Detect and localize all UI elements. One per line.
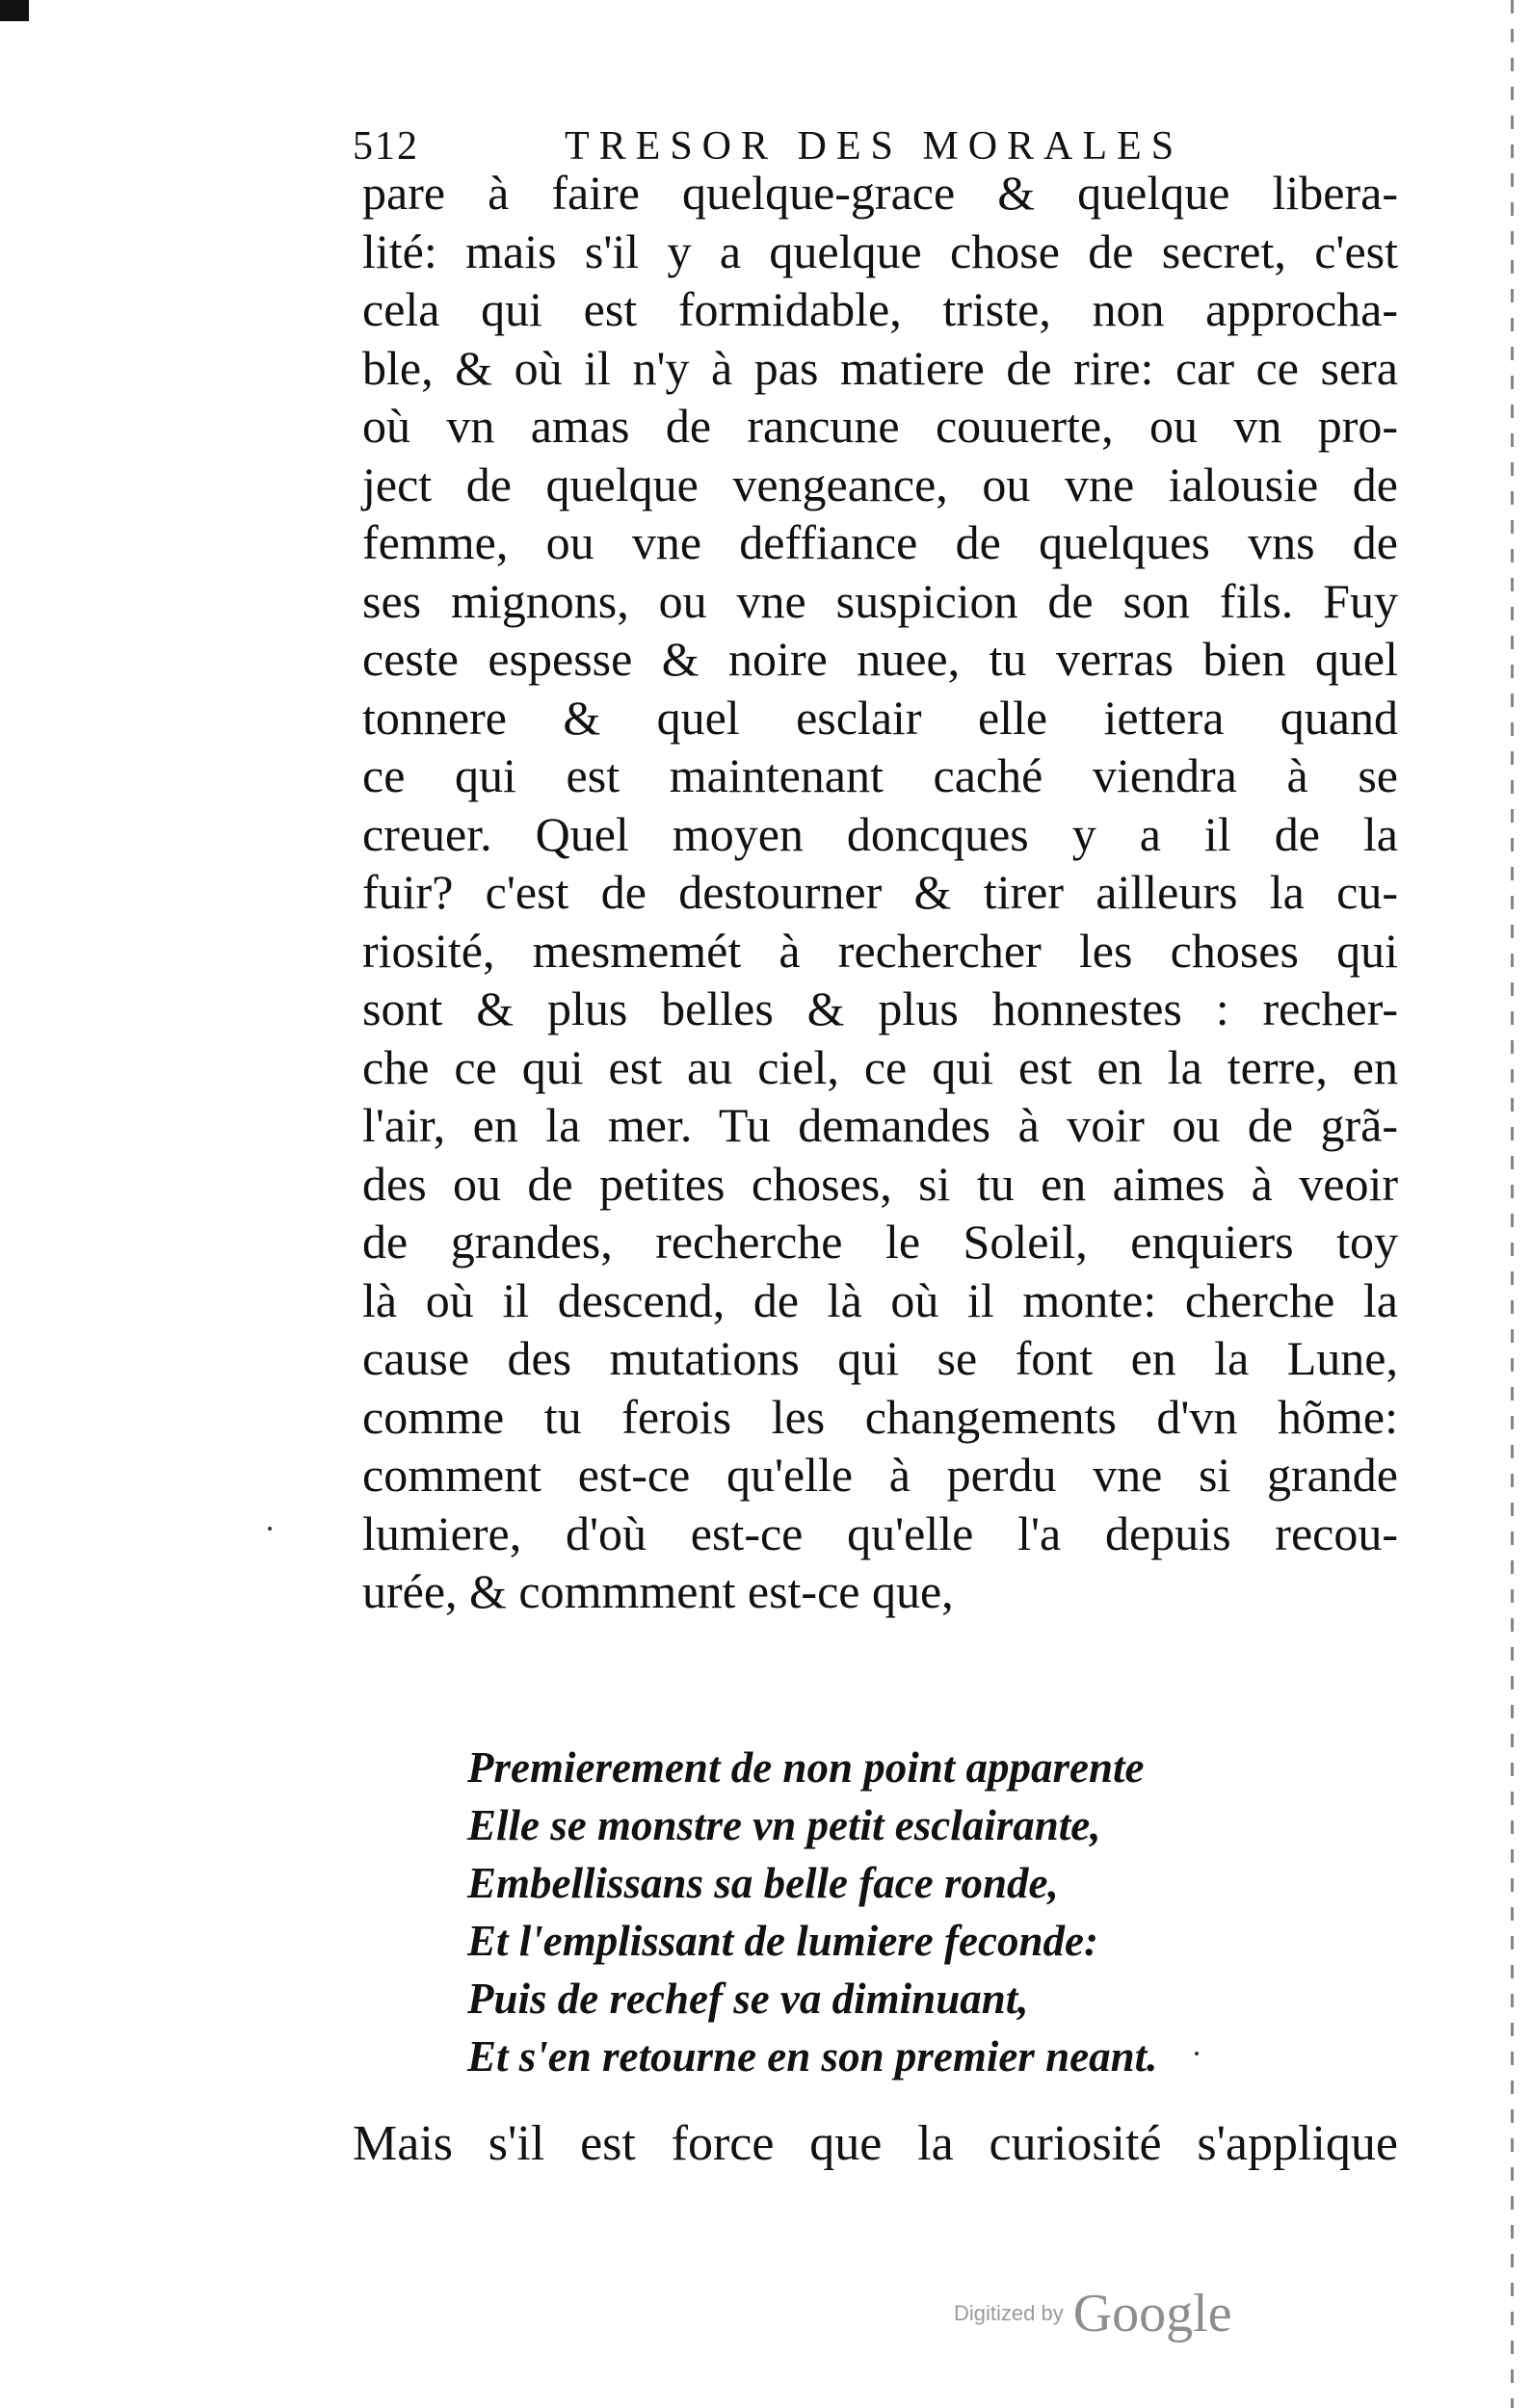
verse-line: Premierement de non point apparente xyxy=(467,1743,1145,1792)
text-line: Mais s'il est force que la curiosité s'applique xyxy=(353,2116,1398,2171)
verse-line: Puis de rechef se va diminuant, xyxy=(467,1975,1029,2023)
text-line: riosité, mesmemét à rechercher les choses qui xyxy=(362,923,1398,978)
text-line: pare à faire quelque-grace & quelque libera- xyxy=(362,166,1398,220)
digitized-label: Digitized by xyxy=(954,2301,1064,2325)
text-line: tonnere & quel esclair elle iettera quand xyxy=(362,690,1398,745)
ink-speck xyxy=(268,1527,272,1531)
text-line: des ou de petites choses, si tu en aimes à veoir xyxy=(362,1156,1398,1211)
text-line: cause des mutations qui se font en la Lune, xyxy=(362,1331,1398,1385)
text-line: là où il descend, de là où il monte: cherche la xyxy=(362,1272,1398,1327)
verse-line: Embellissans sa belle face ronde, xyxy=(467,1859,1059,1907)
text-line: ce qui est maintenant caché viendra à se xyxy=(362,748,1398,802)
text-line: fuir? c'est de destourner & tirer ailleurs la cu- xyxy=(362,865,1398,919)
text-line: où vn amas de rancune couuerte, ou vn pro- xyxy=(362,399,1398,453)
text-line: l'air, en la mer. Tu demandes à voir ou de grã- xyxy=(362,1098,1398,1152)
verse-block xyxy=(467,1739,1334,2085)
text-line: urée, & commment est-ce que, xyxy=(362,1564,954,1618)
verse-line: Elle se monstre vn petit esclairante, xyxy=(467,1801,1101,1849)
text-line: de grandes, recherche le Soleil, enquiers toy xyxy=(362,1215,1398,1269)
running-title: TRESOR DES MORALES xyxy=(565,124,1184,169)
page-edge-mark xyxy=(0,0,29,21)
text-line: ble, & où il n'y à pas matiere de rire: car ce sera xyxy=(362,340,1398,395)
text-line: ceste espesse & noire nuee, tu verras bien quel xyxy=(362,632,1398,686)
verse-line: Et l'emplissant de lumiere feconde: xyxy=(467,1917,1098,1965)
ink-speck xyxy=(1195,2052,1199,2055)
text-line: ject de quelque vengeance, ou vne ialousie de xyxy=(362,457,1398,511)
text-line: femme, ou vne deffiance de quelques vns de xyxy=(362,515,1398,569)
text-line: cela qui est formidable, triste, non approcha- xyxy=(362,282,1398,336)
verse-line: Et s'en retourne en son premier neant. xyxy=(467,2032,1158,2081)
google-logo: Google xyxy=(1072,2284,1232,2343)
text-line: comment est-ce qu'elle à perdu vne si grande xyxy=(362,1448,1398,1502)
text-line: che ce qui est au ciel, ce qui est en la terre, en xyxy=(362,1039,1398,1094)
closing-text xyxy=(353,2115,1398,2174)
text-line: lité: mais s'il y a quelque chose de secret, c'est xyxy=(362,223,1398,278)
text-line: creuer. Quel moyen doncques y a il de la xyxy=(362,806,1398,861)
text-line: comme tu ferois les changements d'vn hõme: xyxy=(362,1389,1398,1444)
page-number: 512 xyxy=(353,124,419,169)
body-text xyxy=(362,164,1398,1621)
text-line: ses mignons, ou vne suspicion de son fils. Fuy xyxy=(362,573,1398,628)
digitization-watermark xyxy=(954,2283,1232,2341)
page-edge-shadow xyxy=(1511,0,1514,2408)
text-line: lumiere, d'où est-ce qu'elle l'a depuis recou- xyxy=(362,1505,1398,1560)
text-line: sont & plus belles & plus honnestes : recher- xyxy=(362,982,1398,1035)
